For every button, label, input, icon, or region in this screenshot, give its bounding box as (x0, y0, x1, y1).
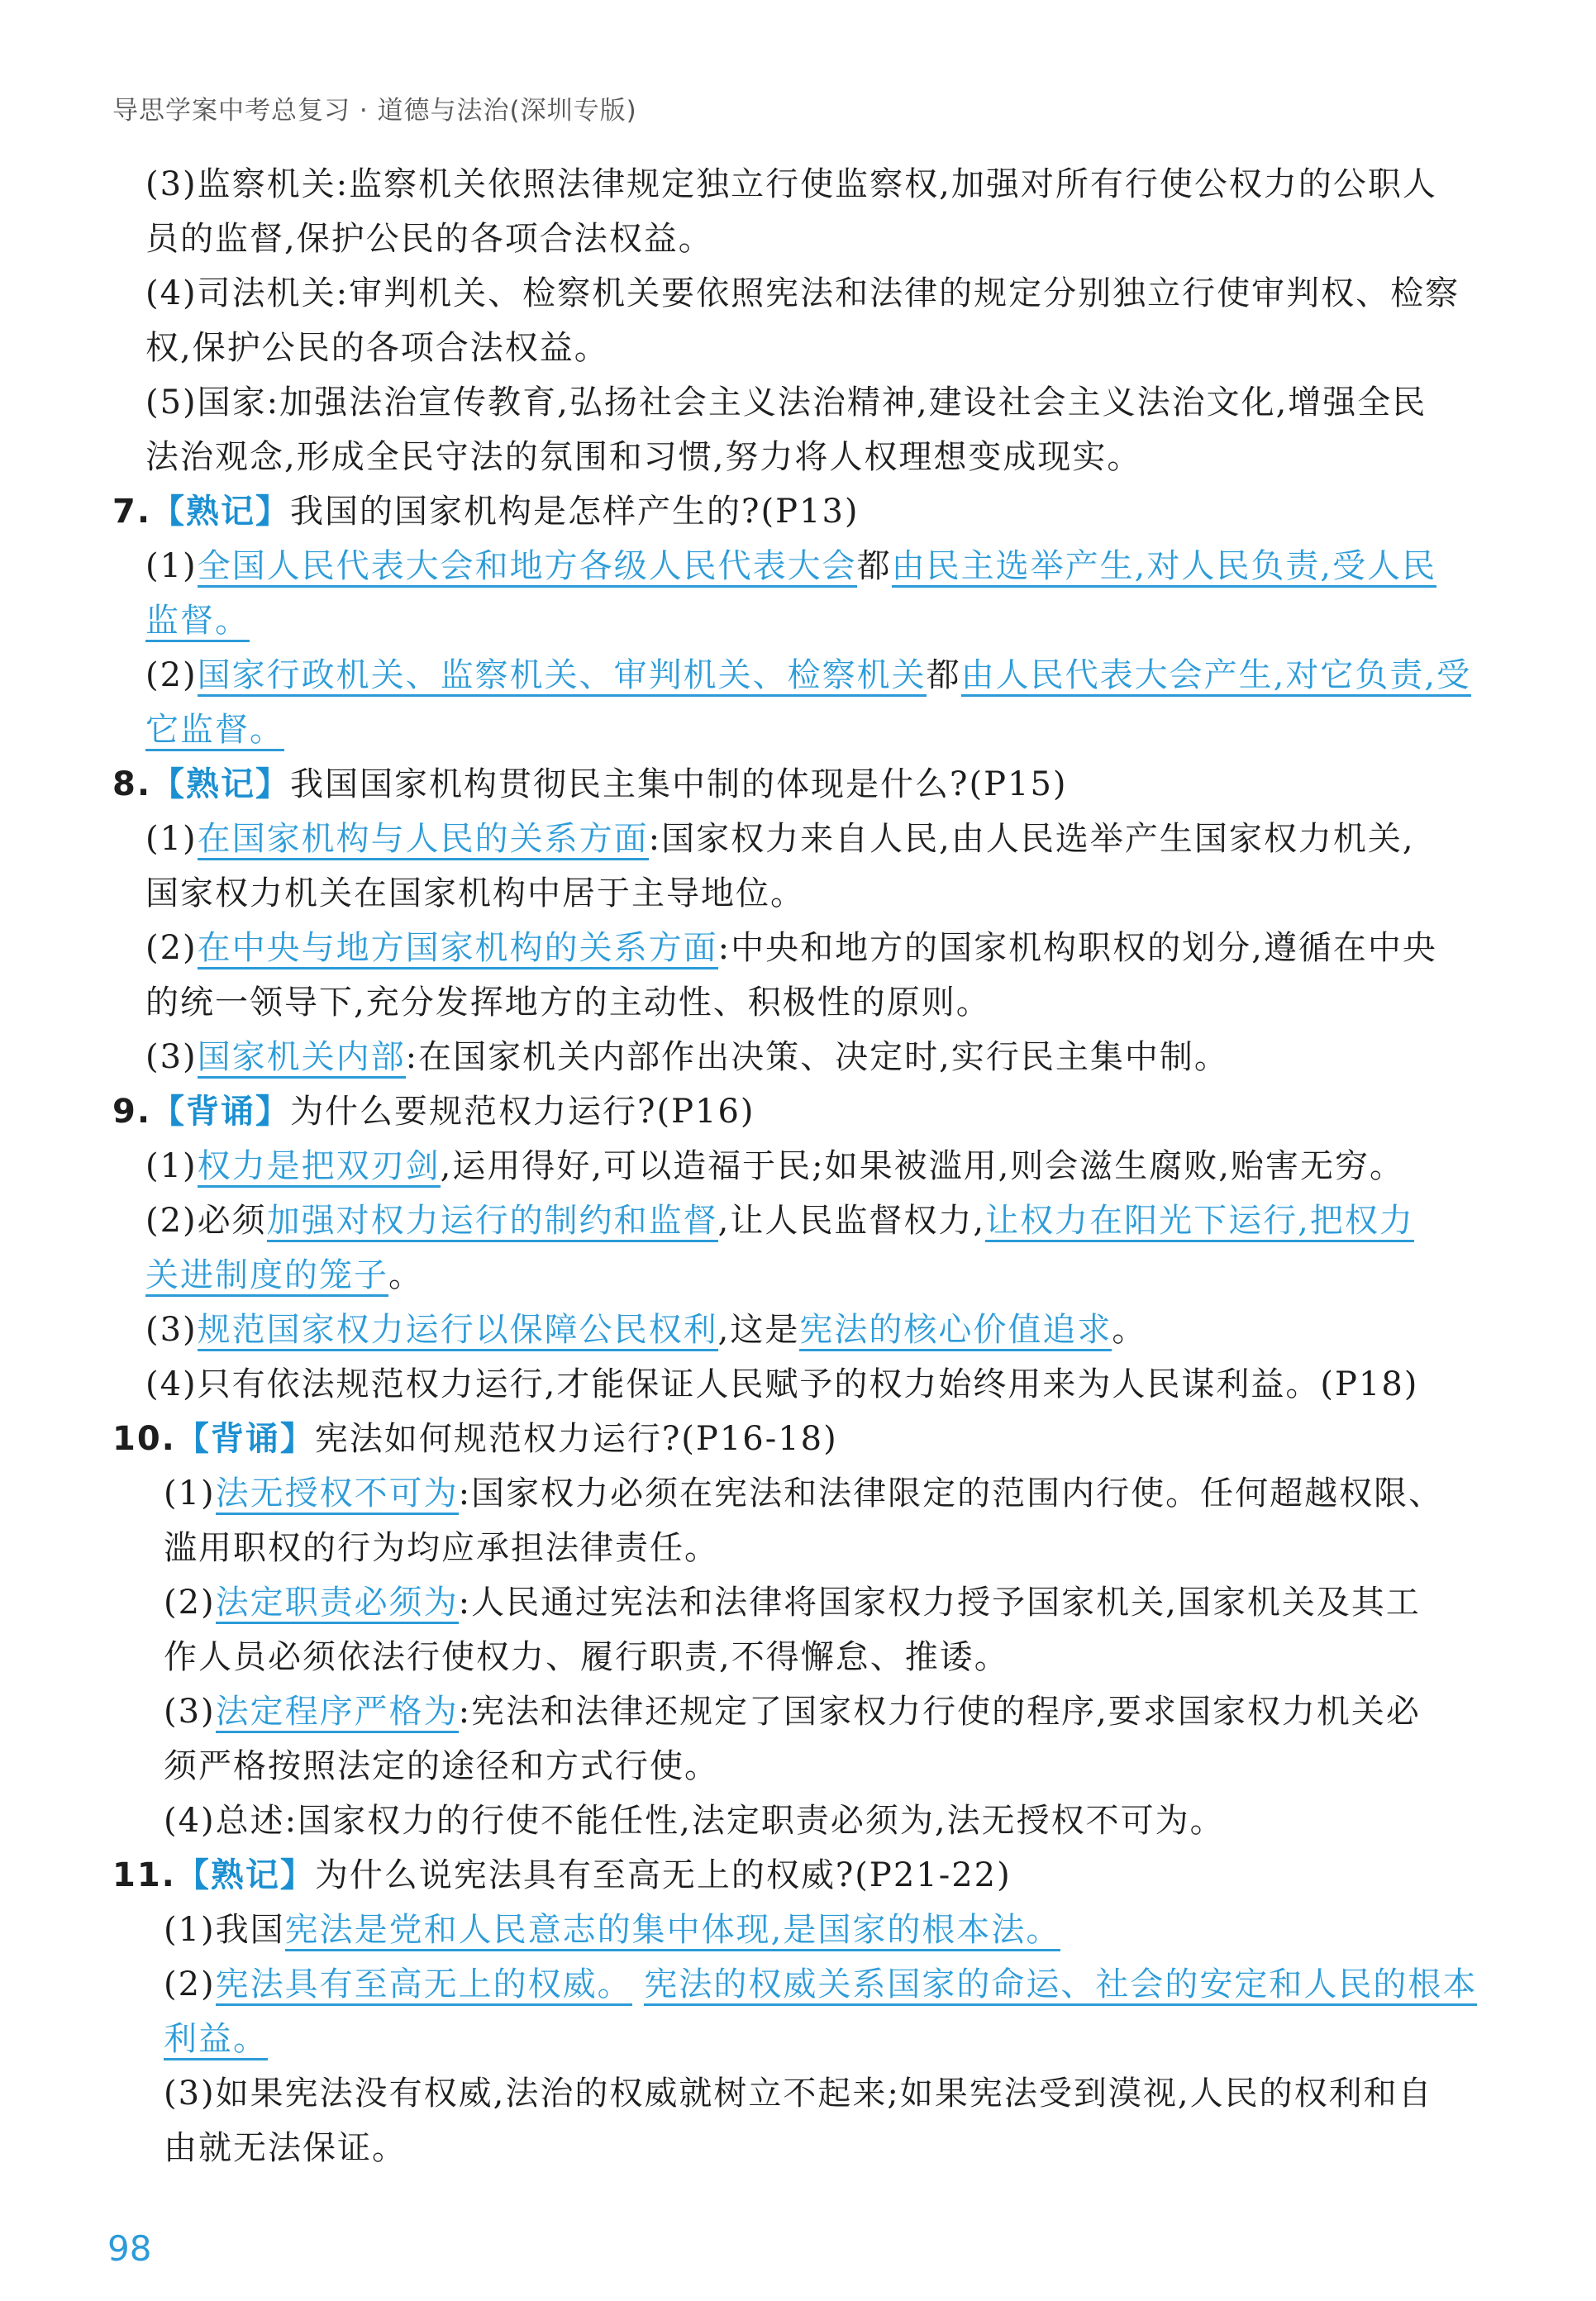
answer-text: 由民主选举产生,对人民负责,受人民 (892, 547, 1436, 588)
answer-text: 宪法具有至高无上的权威。 (216, 1965, 632, 2006)
answer-text: 法定职责必须为 (216, 1584, 459, 1624)
body-text: (3)监察机关:监察机关依照法律规定独立行使监察权,加强对所有行使公权力的公职人 (145, 165, 1437, 203)
body-text: (3) (145, 1038, 198, 1076)
body-text: :宪法和法律还规定了国家权力行使的程序,要求国家权力机关必 (458, 1693, 1421, 1731)
question-line (112, 1412, 1501, 1466)
body-text: (5)国家:加强法治宣传教育,弘扬社会主义法治精神,建设社会主义法治文化,增强全民 (145, 384, 1427, 422)
answer-text: 利益。 (164, 2020, 268, 2060)
question-line (112, 484, 1501, 539)
body-text: 滥用职权的行为均应承担法律责任。 (164, 1529, 719, 1567)
text-line (112, 921, 1501, 975)
answer-text: 加强对权力运行的制约和监督 (267, 1202, 718, 1242)
body-text: 宪法如何规范权力运行?(P16-18) (314, 1420, 838, 1458)
body-text: :人民通过宪法和法律将国家权力授予国家机关,国家机关及其工 (458, 1584, 1421, 1622)
body-text: 。 (1112, 1311, 1147, 1349)
body-text: (4)只有依法规范权力运行,才能保证人民赋予的权力始终用来为人民谋利益。(P18) (145, 1365, 1419, 1403)
category-tag: 【背诵】 (175, 1420, 315, 1458)
category-tag: 【熟记】 (151, 765, 291, 803)
text-line (112, 1575, 1501, 1630)
category-tag: 【背诵】 (151, 1093, 291, 1131)
text-line (112, 1303, 1501, 1357)
question-number: 10. (112, 1420, 176, 1458)
body-text: (2) (145, 656, 198, 694)
body-text: 为什么要规范权力运行?(P16) (290, 1093, 755, 1131)
text-line (112, 648, 1501, 703)
body-text: :国家权力必须在宪法和法律限定的范围内行使。任何超越权限、 (458, 1474, 1444, 1513)
question-line (112, 1084, 1501, 1139)
body-text: (4)总述:国家权力的行使不能任性,法定职责必须为,法无授权不可为。 (164, 1802, 1225, 1840)
text-line (112, 1139, 1501, 1193)
body-text: 权,保护公民的各项合法权益。 (145, 329, 609, 367)
body-text: (2) (145, 929, 198, 967)
answer-text: 国家机关内部 (198, 1038, 406, 1079)
text-line (112, 1630, 1501, 1684)
text-line (112, 866, 1501, 921)
question-line (112, 1848, 1501, 1903)
body-text: ,这是 (717, 1311, 800, 1349)
text-line (112, 375, 1501, 430)
category-tag: 【熟记】 (151, 493, 291, 531)
text-line (112, 1684, 1501, 1739)
text-line (112, 321, 1501, 375)
text-line (112, 812, 1501, 866)
body-text: (2) (164, 1584, 216, 1622)
body-text: (2)必须 (145, 1202, 267, 1240)
body-text: 须严格按照法定的途径和方式行使。 (164, 1747, 719, 1785)
text-line (112, 1466, 1501, 1521)
body-text: 。 (388, 1256, 423, 1294)
answer-text: 在中央与地方国家机构的关系方面 (198, 929, 718, 969)
body-text: 员的监督,保护公民的各项合法权益。 (145, 220, 713, 258)
body-text: (1) (145, 547, 198, 585)
body-text: (1) (164, 1474, 216, 1513)
body-text: ,让人民监督权力, (717, 1202, 986, 1240)
answer-text: 法定程序严格为 (216, 1693, 459, 1733)
text-line (112, 1957, 1501, 2012)
text-line (112, 975, 1501, 1030)
body-text: (1) (145, 1147, 198, 1185)
body-text: (1)我国 (164, 1911, 285, 1949)
body-text: (2) (164, 1965, 216, 2003)
text-line (112, 1521, 1501, 1575)
question-number: 9. (112, 1093, 152, 1131)
answer-text: 宪法的核心价值追求 (799, 1311, 1112, 1351)
question-line (112, 757, 1501, 812)
question-number: 11. (112, 1856, 176, 1894)
body-text: 由就无法保证。 (164, 2129, 407, 2167)
answer-text: 它监督。 (145, 711, 284, 751)
page-number: 98 (107, 2228, 152, 2269)
body-text: 都 (926, 656, 961, 694)
answer-text: 宪法的权威关系国家的命运、社会的安定和人民的根本 (644, 1965, 1477, 2006)
text-line (112, 593, 1501, 648)
text-line (112, 157, 1501, 212)
answer-text: 监督。 (145, 602, 250, 642)
answer-text: 国家行政机关、监察机关、审判机关、检察机关 (198, 656, 927, 697)
body-text: :国家权力来自人民,由人民选举产生国家权力机关, (648, 820, 1415, 858)
body-text: :在国家机关内部作出决策、决定时,实行民主集中制。 (405, 1038, 1229, 1076)
body-text: 我国的国家机构是怎样产生的?(P13) (290, 493, 860, 531)
text-line (112, 2121, 1501, 2175)
body-text: (3) (164, 1693, 216, 1731)
answer-text: 宪法是党和人民意志的集中体现,是国家的根本法。 (285, 1911, 1061, 1951)
body-text: (1) (145, 820, 198, 858)
answer-text: 法无授权不可为 (216, 1474, 459, 1515)
body-text: ,运用得好,可以造福于民;如果被滥用,则会滋生腐败,贻害无穷。 (440, 1147, 1405, 1185)
answer-text: 规范国家权力运行以保障公民权利 (198, 1311, 718, 1351)
body-text: 都 (856, 547, 892, 585)
answer-text: 全国人民代表大会和地方各级人民代表大会 (198, 547, 857, 588)
text-line (112, 212, 1501, 266)
answer-text: 在国家机构与人民的关系方面 (198, 820, 649, 860)
text-line (112, 2066, 1501, 2121)
question-number: 8. (112, 765, 152, 803)
body-text: 的统一领导下,充分发挥地方的主动性、积极性的原则。 (145, 984, 991, 1022)
body-text: 法治观念,形成全民守法的氛围和习惯,努力将人权理想变成现实。 (145, 438, 1142, 476)
text-line (112, 1193, 1501, 1248)
text-line (112, 1903, 1501, 1957)
body-text: :中央和地方的国家机构职权的划分,遵循在中央 (717, 929, 1437, 967)
body-text (632, 1965, 645, 2003)
page-content (112, 157, 1501, 2175)
body-text: (3)如果宪法没有权威,法治的权威就树立不起来;如果宪法受到漠视,人民的权利和自 (164, 2075, 1433, 2113)
body-text: 国家权力机关在国家机构中居于主导地位。 (145, 874, 805, 912)
body-text: (3) (145, 1311, 198, 1349)
text-line (112, 266, 1501, 321)
text-line (112, 1739, 1501, 1794)
category-tag: 【熟记】 (175, 1856, 315, 1894)
text-line (112, 1248, 1501, 1303)
body-text: (4)司法机关:审判机关、检察机关要依照宪法和法律的规定分别独立行使审判权、检察 (145, 274, 1460, 312)
text-line (112, 2012, 1501, 2066)
text-line (112, 1794, 1501, 1848)
running-header: 导思学案中考总复习 · 道德与法治(深圳专版) (112, 96, 637, 126)
body-text: 我国国家机构贯彻民主集中制的体现是什么?(P15) (290, 765, 1068, 803)
text-line (112, 1030, 1501, 1084)
question-number: 7. (112, 493, 152, 531)
body-text: 为什么说宪法具有至高无上的权威?(P21-22) (314, 1856, 1012, 1894)
text-line (112, 1357, 1501, 1412)
text-line (112, 703, 1501, 757)
body-text: 作人员必须依法行使权力、履行职责,不得懈怠、推诿。 (164, 1638, 1009, 1676)
answer-text: 权力是把双刃剑 (198, 1147, 441, 1188)
answer-text: 关进制度的笼子 (145, 1256, 388, 1297)
answer-text: 由人民代表大会产生,对它负责,受 (961, 656, 1471, 697)
text-line (112, 430, 1501, 484)
text-line (112, 539, 1501, 593)
answer-text: 让权力在阳光下运行,把权力 (985, 1202, 1414, 1242)
